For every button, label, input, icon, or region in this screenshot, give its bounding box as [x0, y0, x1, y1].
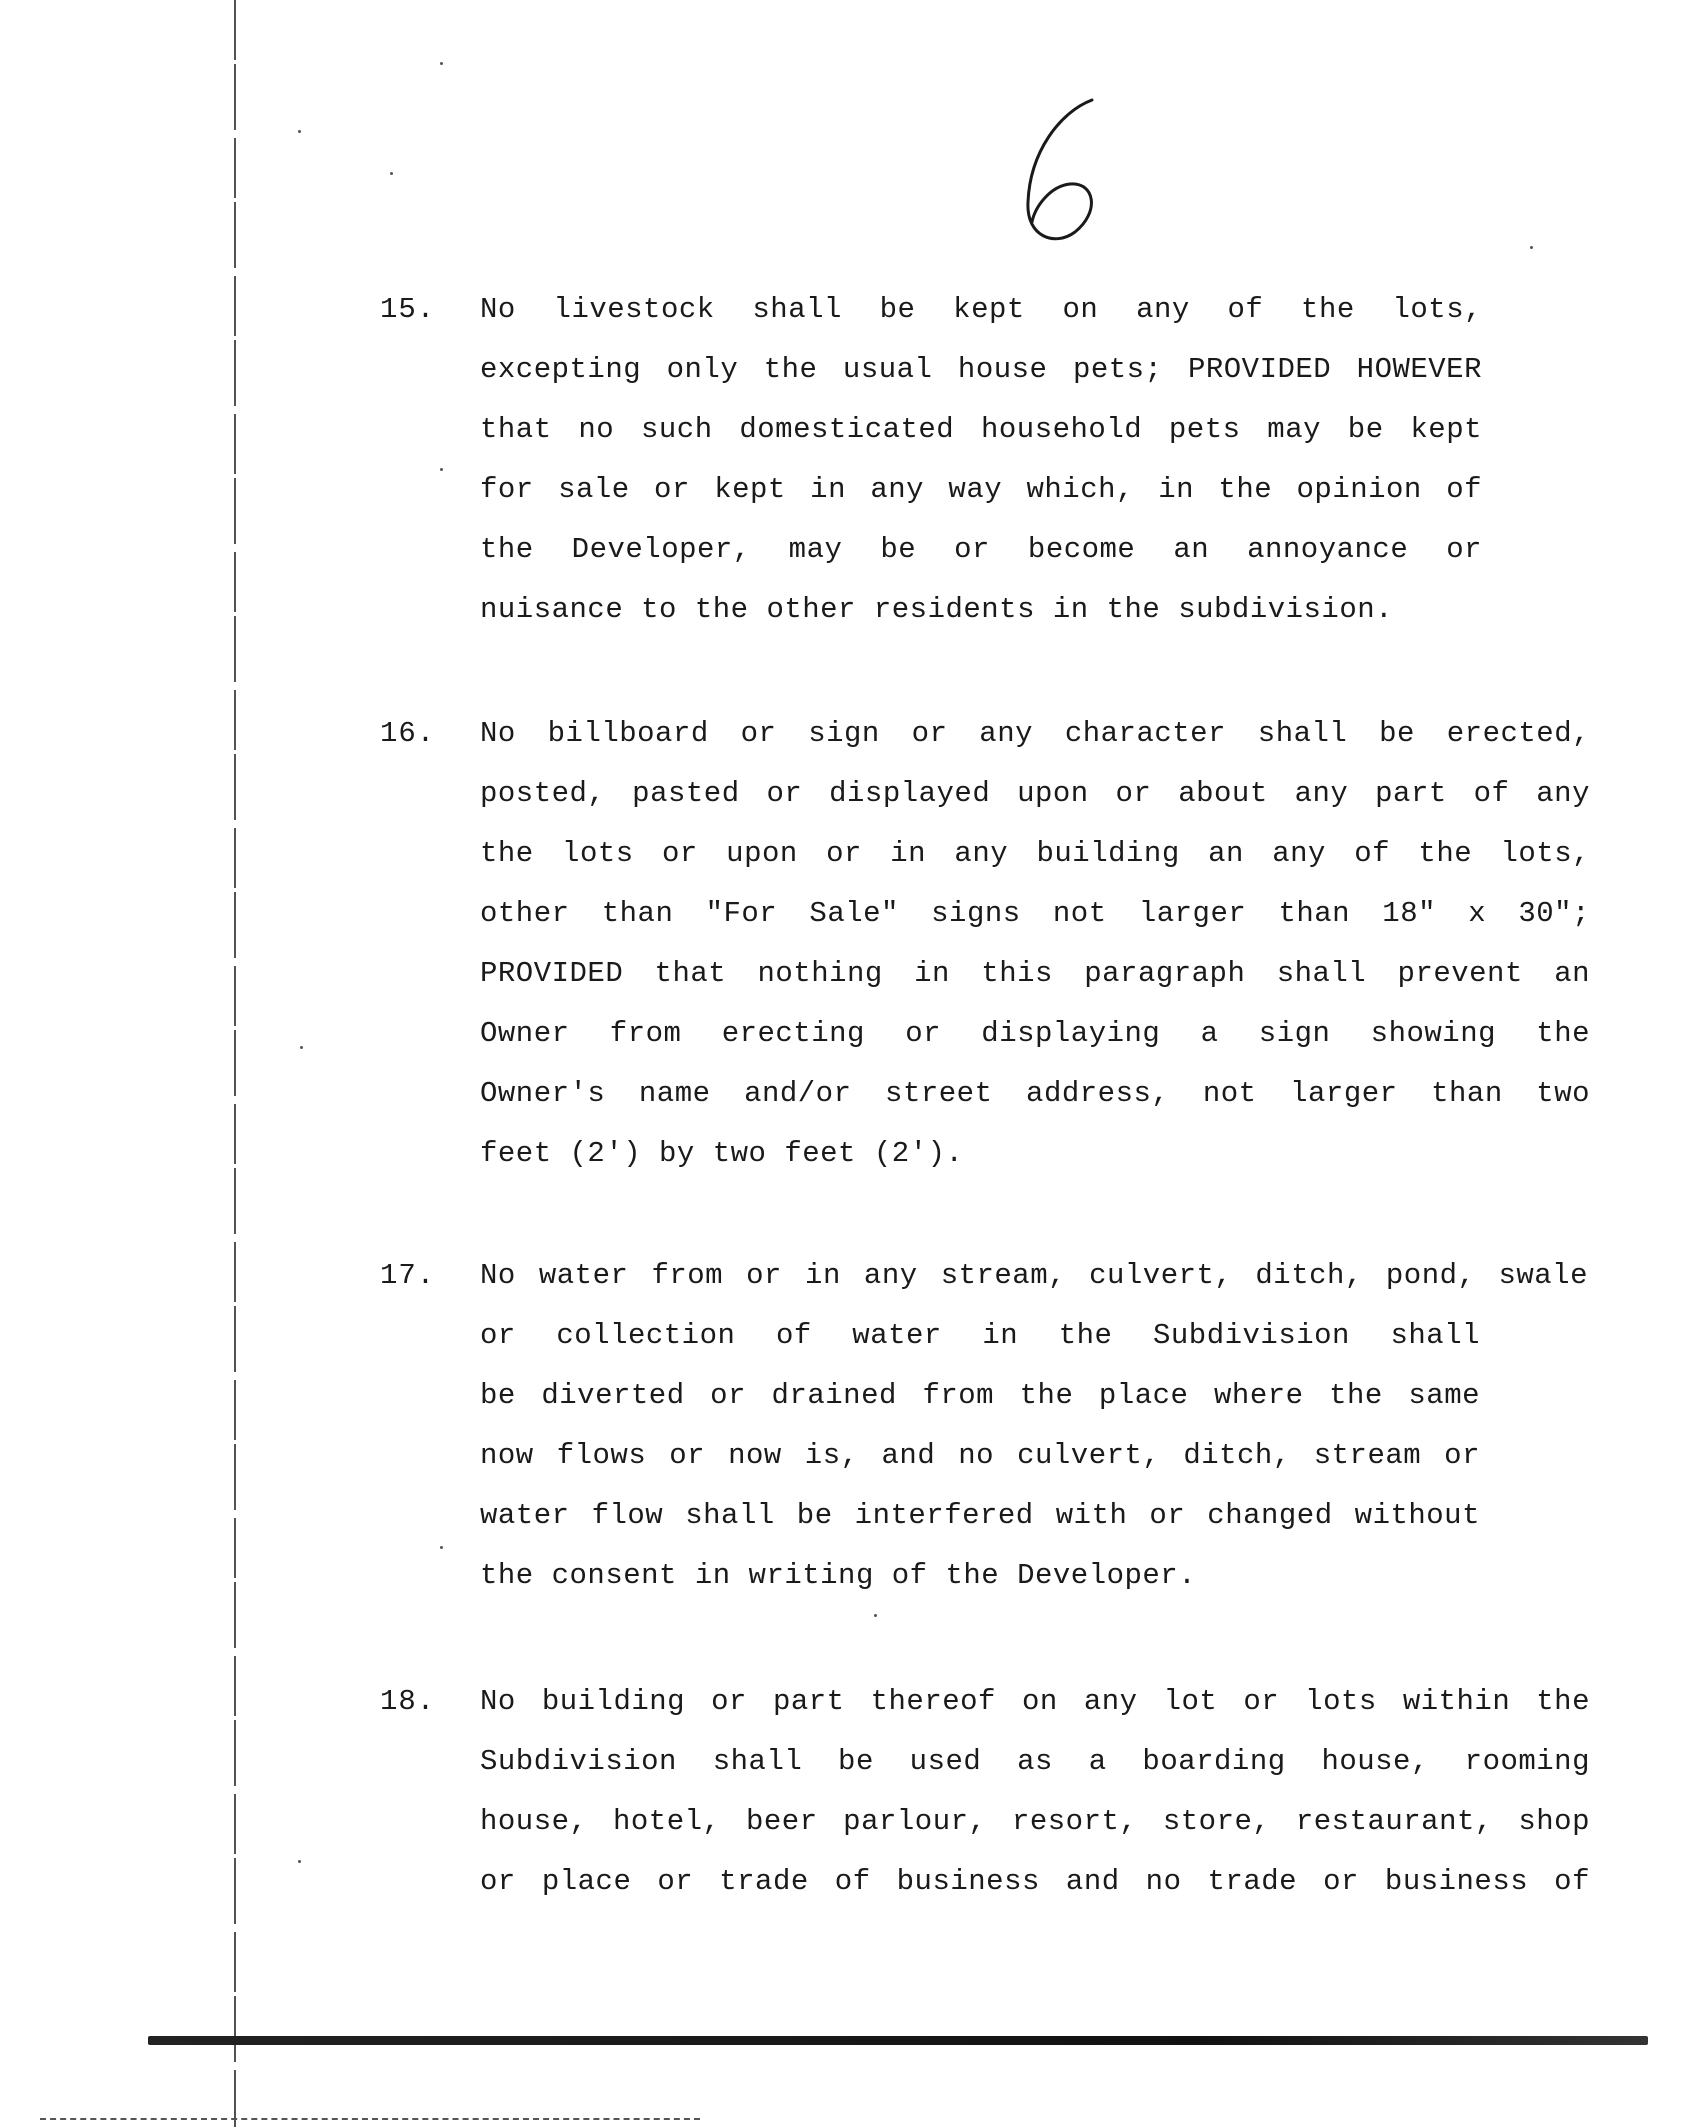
paragraph-line: No building or part thereof on any lot or lots within the: [480, 1685, 1590, 1718]
paragraph-line: that no such domesticated household pets may be kept: [480, 413, 1482, 446]
scan-speck: [1530, 246, 1533, 249]
paragraph-line: Owner's name and/or street address, not larger than two: [480, 1077, 1590, 1110]
paragraph-line: be diverted or drained from the place where the same: [480, 1379, 1480, 1412]
paragraph-line: feet (2') by two feet (2').: [480, 1137, 964, 1170]
scan-speck: [440, 468, 443, 471]
paragraph-number: 15.: [380, 293, 436, 326]
bottom-scan-dashes: [40, 2118, 700, 2120]
paragraph-line: No water from or in any stream, culvert, ditch, pond, swale: [480, 1259, 1588, 1292]
paragraph-body: [480, 1246, 1588, 1606]
paragraph-line: PROVIDED that nothing in this paragraph shall prevent an: [480, 957, 1590, 990]
paragraph-body: [480, 280, 1482, 640]
scan-speck: [300, 1046, 303, 1049]
paragraph-number: 17.: [380, 1259, 436, 1292]
paragraph-line: water flow shall be interfered with or changed without: [480, 1499, 1480, 1532]
bottom-scan-rule: [148, 2036, 1648, 2045]
paragraph-line: the Developer, may be or become an annoyance or: [480, 533, 1482, 566]
paragraph-line: excepting only the usual house pets; PROVIDED HOWEVER: [480, 353, 1482, 386]
paragraph-line: or place or trade of business and no trade or business of: [480, 1865, 1590, 1898]
paragraph-line: for sale or kept in any way which, in the opinion of: [480, 473, 1482, 506]
paragraph-line: the consent in writing of the Developer.: [480, 1559, 1197, 1592]
handwritten-page-number: [1000, 92, 1150, 252]
paragraph-line: Owner from erecting or displaying a sign showing the: [480, 1017, 1590, 1050]
left-margin-line: [234, 0, 236, 2127]
paragraph-line: No livestock shall be kept on any of the lots,: [480, 293, 1482, 326]
paragraph-line: No billboard or sign or any character shall be erected,: [480, 717, 1590, 750]
paragraph-line: Subdivision shall be used as a boarding house, rooming: [480, 1745, 1590, 1778]
scan-speck: [440, 62, 443, 65]
scan-speck: [390, 172, 393, 175]
paragraph-line: now flows or now is, and no culvert, ditch, stream or: [480, 1439, 1480, 1472]
paragraph-line: or collection of water in the Subdivision shall: [480, 1319, 1480, 1352]
scan-speck: [440, 1546, 443, 1549]
paragraph-line: nuisance to the other residents in the subdivision.: [480, 593, 1394, 626]
paragraph-line: house, hotel, beer parlour, resort, store, restaurant, shop: [480, 1805, 1590, 1838]
scan-speck: [874, 1614, 877, 1617]
paragraph-line: posted, pasted or displayed upon or about any part of any: [480, 777, 1590, 810]
paragraph-body: [480, 1672, 1590, 1912]
scan-speck: [298, 1860, 301, 1863]
paragraph-line: other than "For Sale" signs not larger than 18" x 30";: [480, 897, 1590, 930]
scan-speck: [298, 130, 301, 133]
paragraph-number: 16.: [380, 717, 436, 750]
paragraph-line: the lots or upon or in any building an any of the lots,: [480, 837, 1590, 870]
paragraph-body: [480, 704, 1590, 1184]
paragraph-number: 18.: [380, 1685, 436, 1718]
